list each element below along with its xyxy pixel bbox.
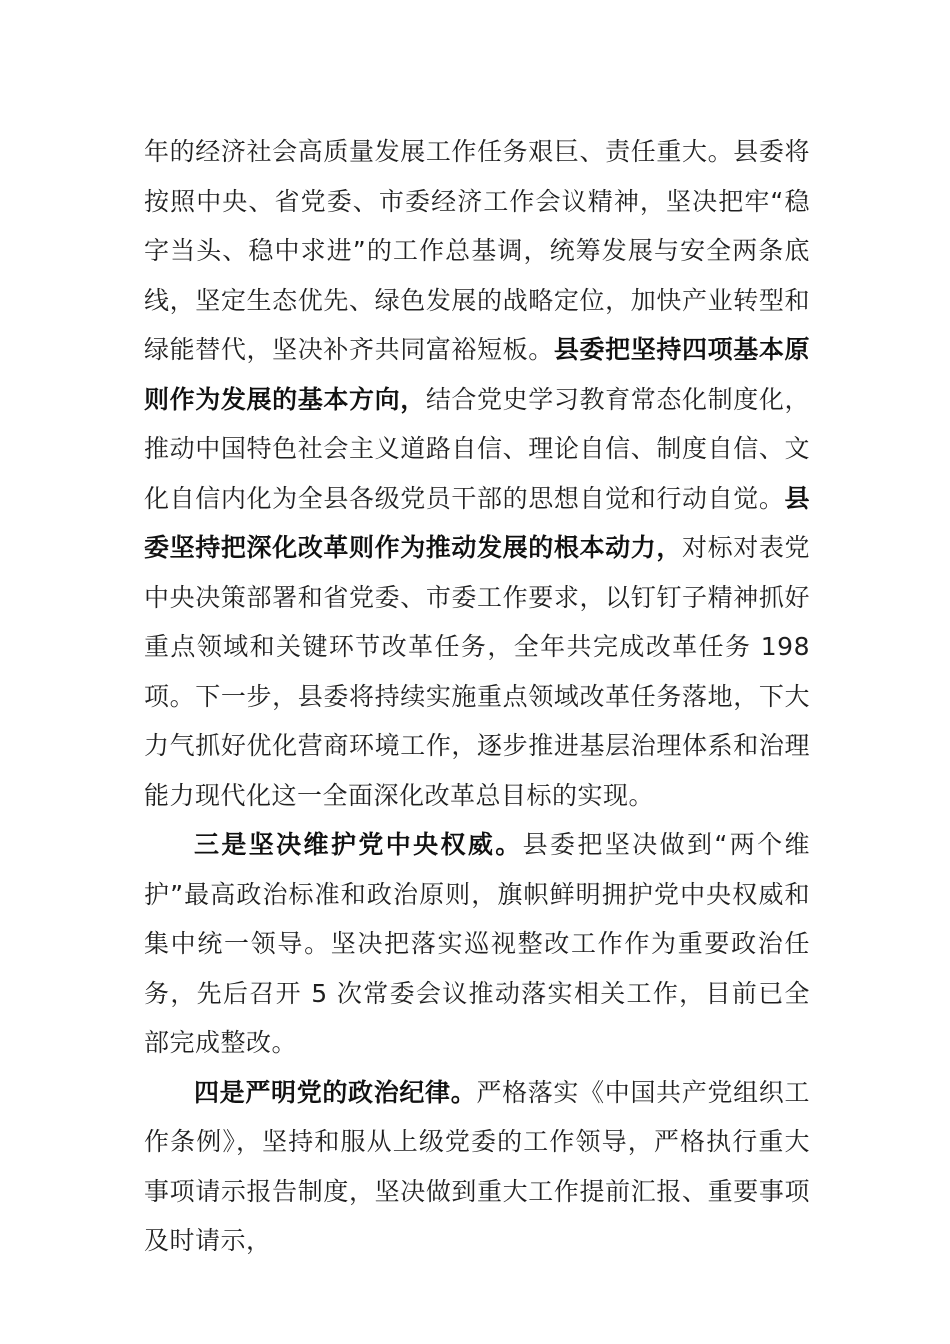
bold-heading-text: 县委坚持把深化改革则作为推动发展的根本动力， <box>144 483 810 562</box>
paragraph-text: 对标对表党中央决策部署和省党委、市委工作要求，以钉钉子精神抓好重点领域和关键环节改革任务，全年共完成改革任务 198 项。下一步，县委将持续实施重点领域改革任务落地，下大力气抓好优化营商环境工作，逐步推进基层治理体系和治理能力现代化这一全面深化改革总目标的实现。 <box>144 533 810 810</box>
paragraph-text: 年的经济社会高质量发展工作任务艰巨、责任重大。县委将按照中央、省党委、市委经济工作会议精神，坚决把牢“稳字当头、稳中求进”的工作总基调，统筹发展与安全两条底线，坚定生态优先、绿色发展的战略定位，加快产业转型和绿能替代，坚决补齐共同富裕短板。 <box>144 137 810 364</box>
paragraph-3 <box>144 1068 810 1266</box>
document-body <box>144 127 810 1266</box>
paragraph-text: 严格落实《中国共产党组织工作条例》，坚持和服从上级党委的工作领导，严格执行重大事项请示报告制度，坚决做到重大工作提前汇报、重要事项及时请示， <box>144 1077 810 1255</box>
paragraph-text: 县委把坚决做到“两个维护”最高政治标准和政治原则，旗帜鲜明拥护党中央权威和集中统一领导。坚决把落实巡视整改工作作为重要政治任务，先后召开 5 次常委会议推动落实相关工作，目前已全部完成整改。 <box>144 830 810 1057</box>
paragraph-1 <box>144 127 810 820</box>
paragraph-text: 结合党史学习教育常态化制度化，推动中国特色社会主义道路自信、理论自信、制度自信、文化自信内化为全县各级党员干部的思想自觉和行动自觉。 <box>144 384 810 513</box>
bold-heading-text: 县委把坚持四项基本原则作为发展的基本方向， <box>144 335 810 414</box>
section-heading-four: 四是严明党的政治纪律。 <box>194 1077 477 1107</box>
section-heading-three: 三是坚决维护党中央权威。 <box>194 830 523 859</box>
paragraph-2 <box>144 820 810 1068</box>
